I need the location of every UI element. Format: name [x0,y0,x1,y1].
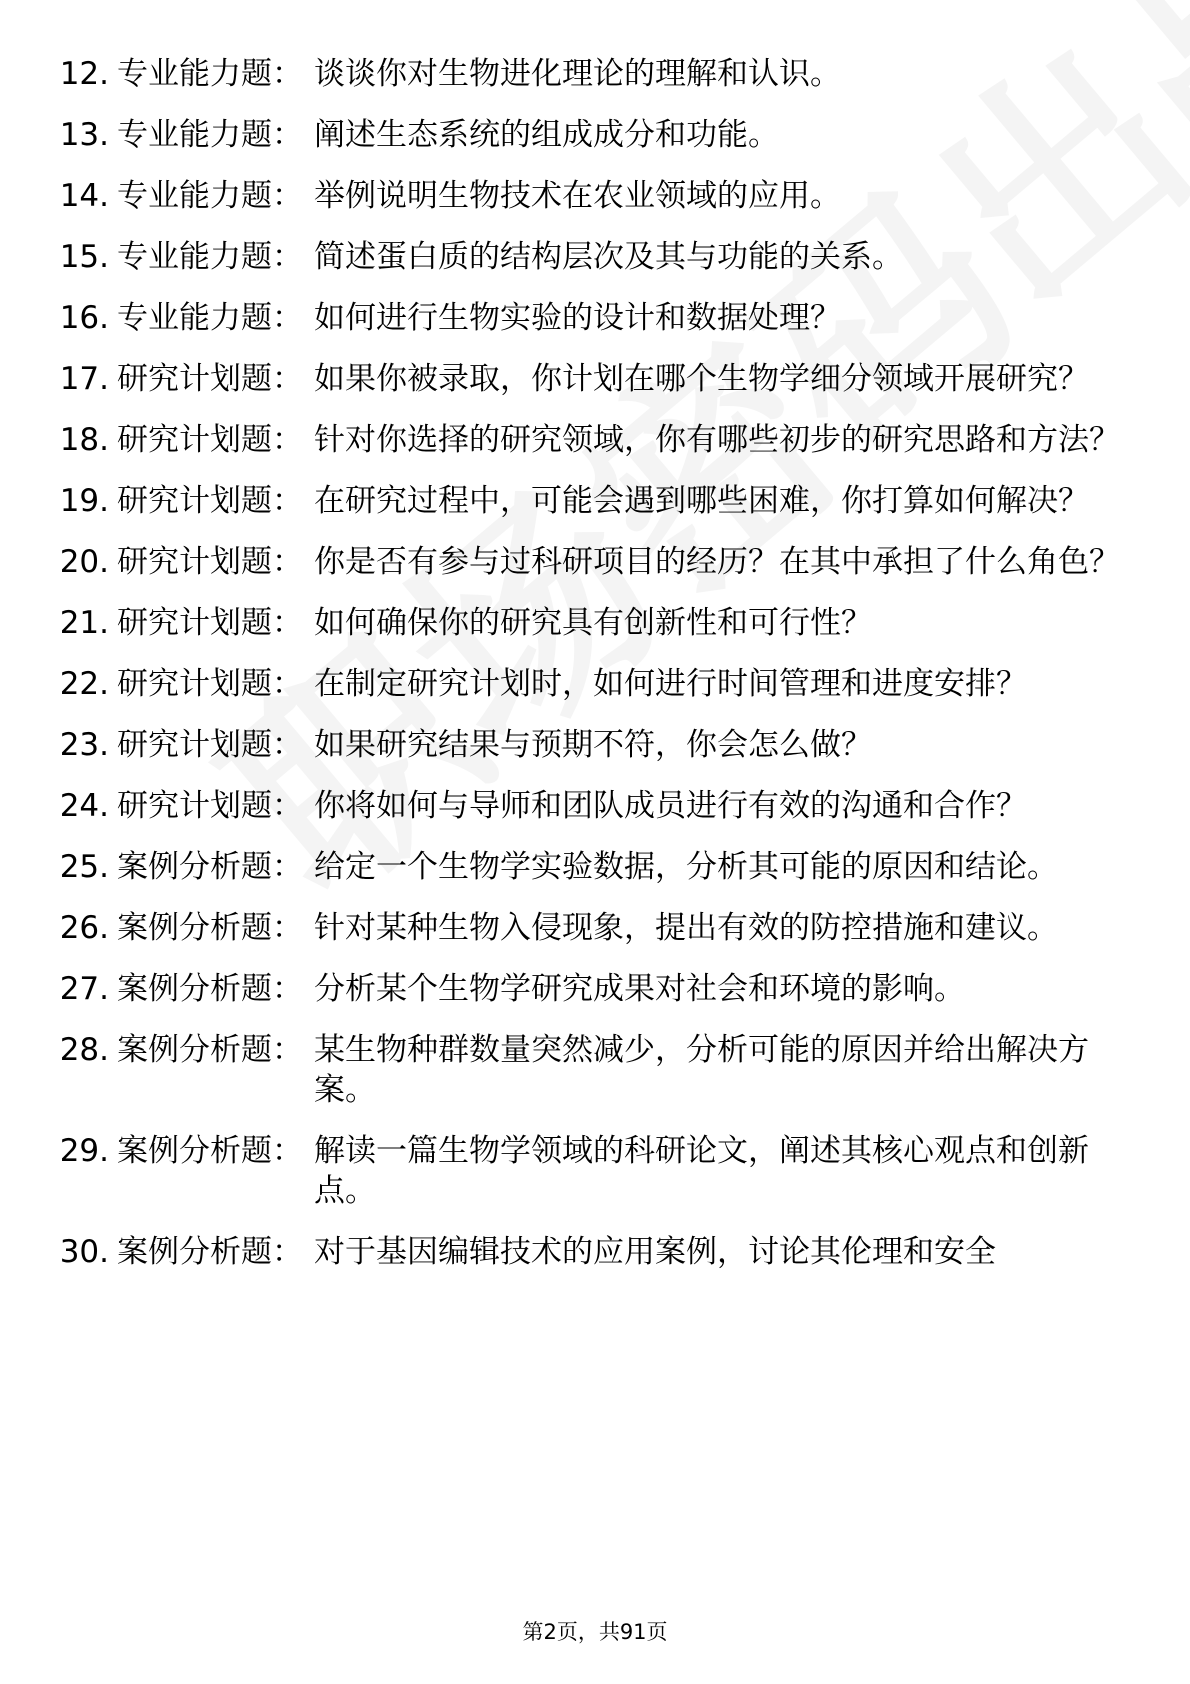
question-number: 25. [59,849,109,885]
question-item [0,542,1190,582]
question-item [0,420,1190,460]
question-text: 你将如何与导师和团队成员进行有效的沟通和合作？ [314,788,1027,824]
question-text: 如何确保你的研究具有创新性和可行性？ [314,605,872,641]
question-text: 如果研究结果与预期不符，你会怎么做？ [314,727,872,763]
question-category: 案例分析题： [117,971,303,1007]
question-category: 研究计划题： [117,544,303,580]
question-text: 在制定研究计划时，如何进行时间管理和进度安排？ [314,666,1027,702]
question-text: 阐述生态系统的组成成分和功能。 [314,117,779,153]
question-number: 20. [59,544,109,580]
page-footer: 第2页，共91页 [522,1620,668,1644]
question-number: 17. [59,361,109,397]
question-text: 在研究过程中，可能会遇到哪些困难，你打算如何解决？ [314,483,1089,519]
question-category: 专业能力题： [117,239,303,275]
question-number: 23. [59,727,109,763]
question-text: 分析某个生物学研究成果对社会和环境的影响。 [314,971,965,1007]
question-category: 案例分析题： [117,1032,303,1068]
question-category: 研究计划题： [117,727,303,763]
question-text: 对于基因编辑技术的应用案例，讨论其伦理和安全 [314,1234,996,1270]
question-category: 案例分析题： [117,910,303,946]
question-number: 16. [59,300,109,336]
question-item [0,1131,1190,1211]
question-item [0,298,1190,338]
question-text: 举例说明生物技术在农业领域的应用。 [314,178,841,214]
question-category: 专业能力题： [117,300,303,336]
question-number: 13. [59,117,109,153]
question-item [0,1030,1190,1110]
question-number: 27. [59,971,109,1007]
question-item [0,725,1190,765]
question-item [0,54,1190,94]
question-item [0,664,1190,704]
question-category: 研究计划题： [117,788,303,824]
question-number: 18. [59,422,109,458]
question-number: 30. [59,1234,109,1270]
question-category: 研究计划题： [117,422,303,458]
question-text: 如果你被录取，你计划在哪个生物学细分领域开展研究？ [314,361,1089,397]
question-item [0,908,1190,948]
question-text: 如何进行生物实验的设计和数据处理？ [314,300,841,336]
question-item [0,359,1190,399]
question-category: 专业能力题： [117,117,303,153]
question-number: 26. [59,910,109,946]
question-text: 针对你选择的研究领域，你有哪些初步的研究思路和方法？ [314,422,1120,458]
question-text: 给定一个生物学实验数据，分析其可能的原因和结论。 [314,849,1058,885]
question-category: 案例分析题： [117,1234,303,1270]
question-number: 12. [59,56,109,92]
question-item [0,115,1190,155]
question-text: 解读一篇生物学领域的科研论文，阐述其核心观点和创新点。 [314,1133,1089,1209]
question-category: 研究计划题： [117,605,303,641]
question-number: 15. [59,239,109,275]
question-number: 14. [59,178,109,214]
question-item [0,786,1190,826]
question-text: 某生物种群数量突然减少，分析可能的原因并给出解决方案。 [314,1032,1089,1108]
question-list [0,54,1190,1293]
question-category: 案例分析题： [117,1133,303,1169]
question-item [0,176,1190,216]
question-text: 针对某种生物入侵现象，提出有效的防控措施和建议。 [314,910,1058,946]
question-item [0,603,1190,643]
question-category: 研究计划题： [117,483,303,519]
question-item [0,969,1190,1009]
question-number: 22. [59,666,109,702]
question-category: 研究计划题： [117,666,303,702]
question-item [0,481,1190,521]
question-number: 29. [59,1133,109,1169]
question-text: 谈谈你对生物进化理论的理解和认识。 [314,56,841,92]
question-category: 研究计划题： [117,361,303,397]
question-number: 24. [59,788,109,824]
question-item [0,847,1190,887]
question-text: 你是否有参与过科研项目的经历？在其中承担了什么角色？ [314,544,1120,580]
question-category: 专业能力题： [117,56,303,92]
question-number: 28. [59,1032,109,1068]
question-category: 案例分析题： [117,849,303,885]
question-category: 专业能力题： [117,178,303,214]
question-item [0,237,1190,277]
question-number: 19. [59,483,109,519]
question-item [0,1232,1190,1272]
question-text: 简述蛋白质的结构层次及其与功能的关系。 [314,239,903,275]
question-number: 21. [59,605,109,641]
